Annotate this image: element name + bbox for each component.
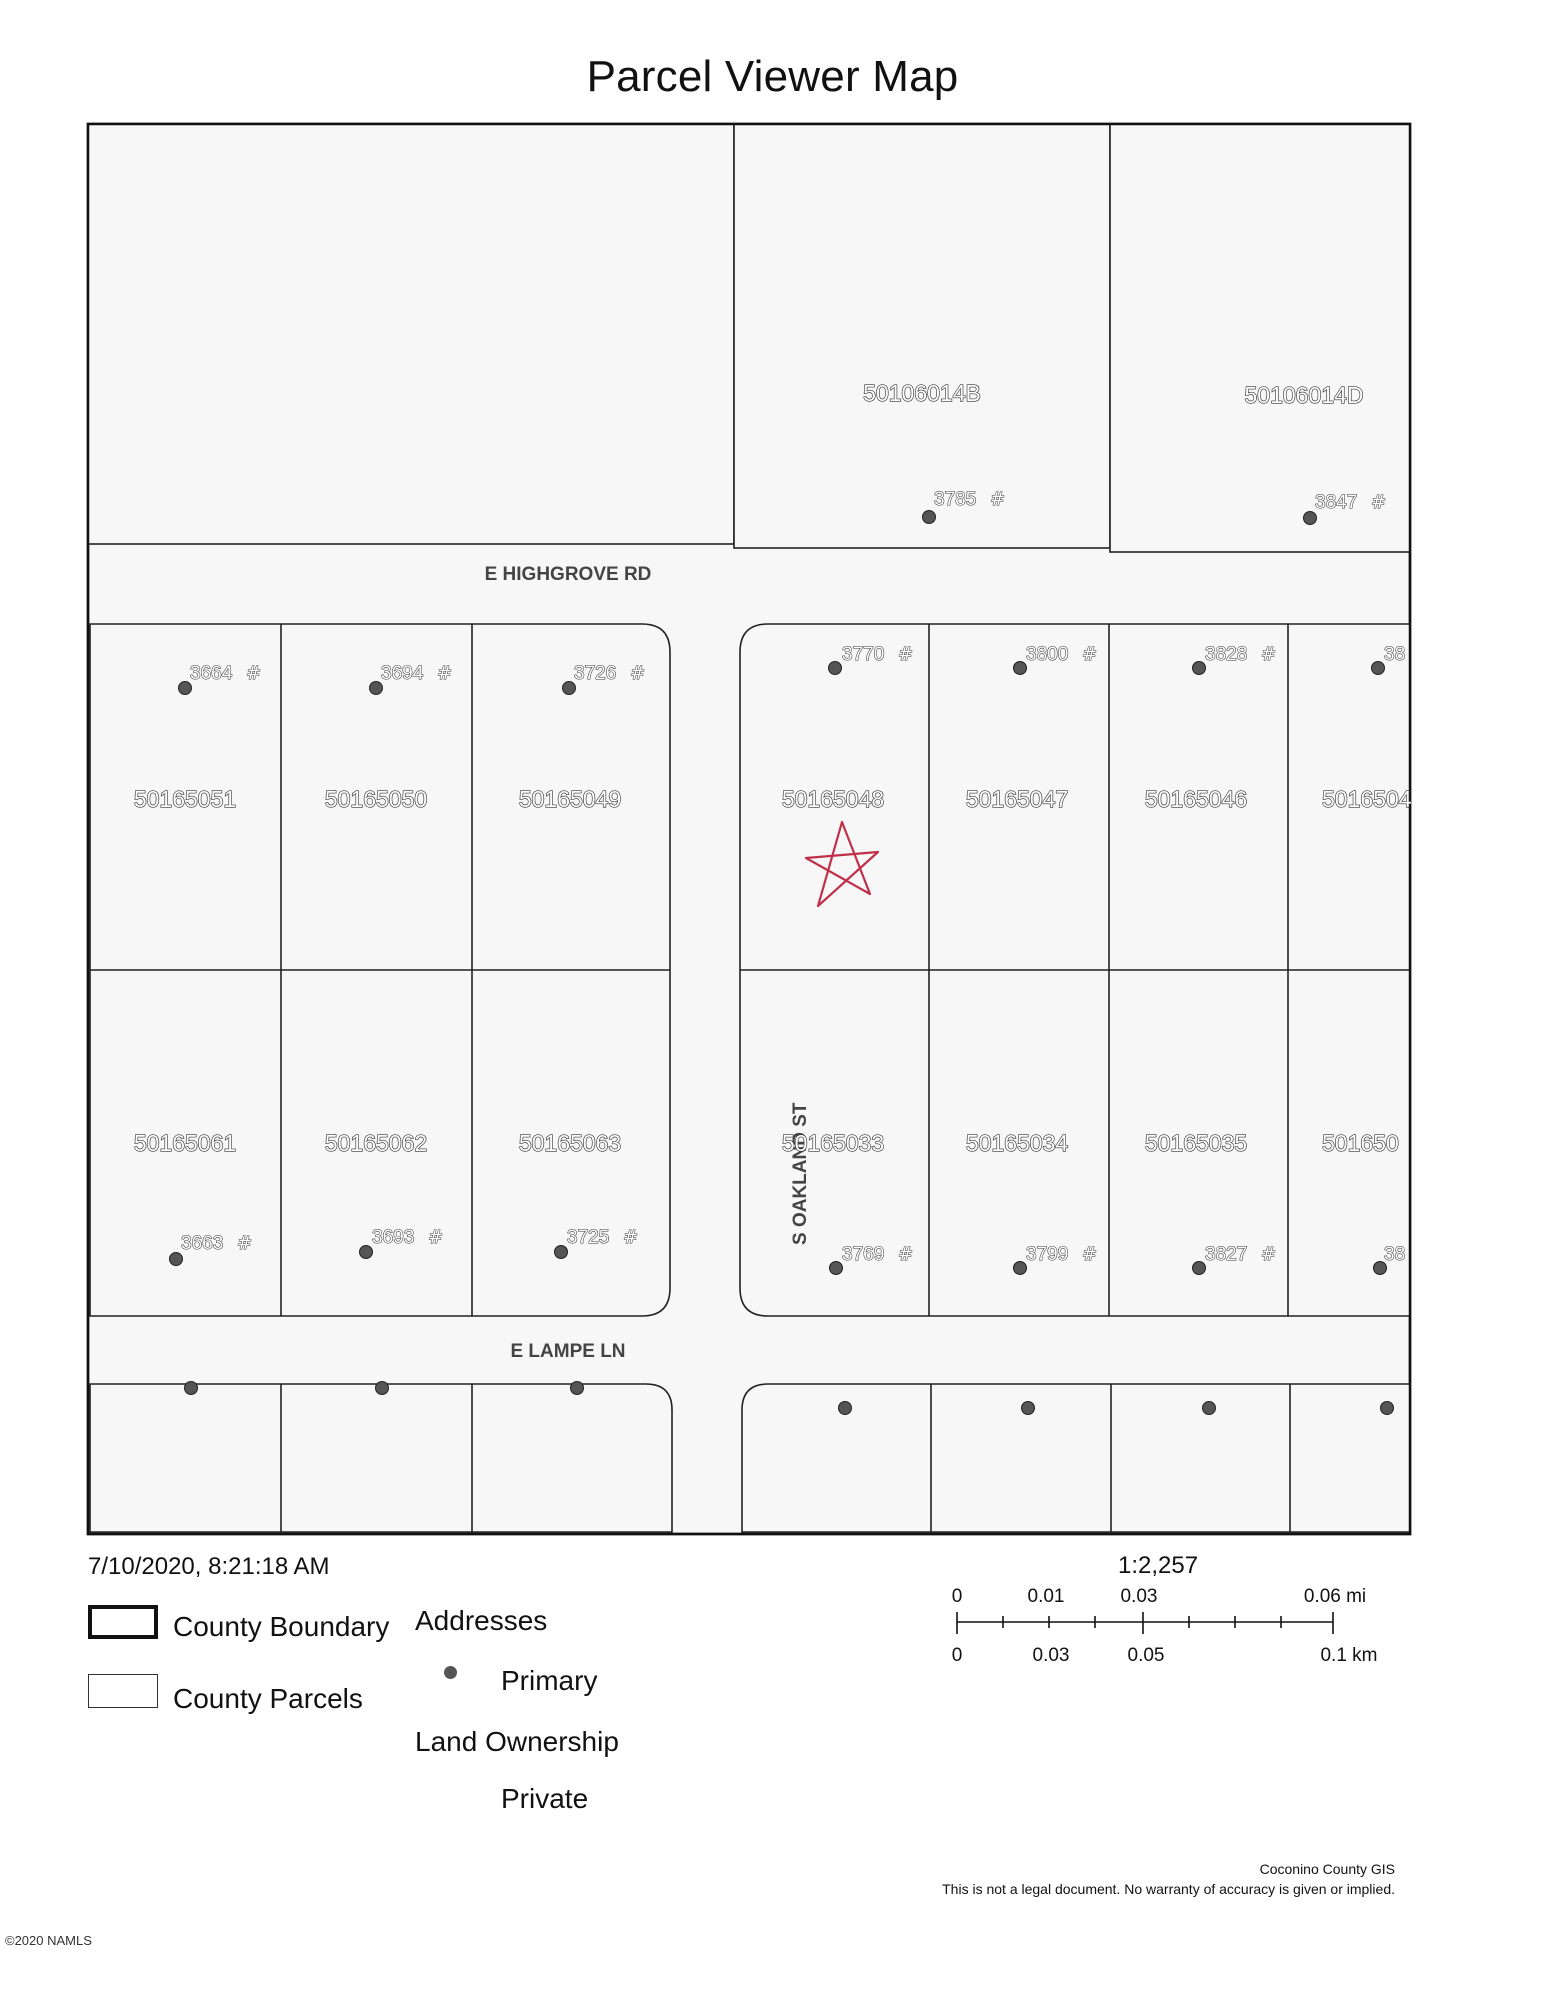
address-point (1374, 1262, 1387, 1275)
address-label: 3664 (190, 663, 233, 684)
scale-mi-label: 0.01 (1027, 1586, 1065, 1607)
road-label-oakland: S OAKLAND ST (790, 1102, 811, 1245)
address-hash-icon: # (898, 1244, 914, 1265)
address-label: 3725 (567, 1227, 610, 1248)
legend-county-boundary: County Boundary (173, 1611, 390, 1642)
road-label-lampe: E LAMPE LN (510, 1341, 626, 1362)
parcel-label[interactable]: 50165047 (965, 786, 1069, 812)
parcel-row-top (88, 124, 1410, 552)
parcel-label[interactable]: 50106014B (863, 380, 981, 406)
address-hash-icon: # (246, 663, 262, 684)
address-label: 3800 (1026, 644, 1069, 665)
address-point (1193, 662, 1206, 675)
legend-parcels-swatch (88, 1674, 158, 1708)
parcel-label[interactable]: 50106014D (1244, 382, 1364, 408)
legend-land-ownership-heading: Land Ownership (415, 1726, 619, 1757)
address-point (923, 511, 936, 524)
address-hash-icon: # (630, 663, 646, 684)
address-label: 38 (1384, 644, 1406, 665)
address-label: 3828 (1205, 644, 1248, 665)
legend-primary: Primary (501, 1665, 598, 1696)
address-label: 3827 (1205, 1244, 1248, 1265)
address-point (185, 1382, 198, 1395)
address-hash-icon: # (1082, 1244, 1098, 1265)
address-point (376, 1382, 389, 1395)
address-label: 3799 (1026, 1244, 1069, 1265)
address-label: 38 (1384, 1244, 1406, 1265)
address-hash-icon: # (623, 1227, 639, 1248)
address-point (829, 662, 842, 675)
address-point (370, 682, 383, 695)
scale-mi-label: 0.06 mi (1303, 1586, 1367, 1607)
address-point (1381, 1402, 1394, 1415)
scale-km-label: 0.1 km (1320, 1645, 1378, 1666)
address-point (571, 1382, 584, 1395)
address-point (179, 682, 192, 695)
address-point (1014, 1262, 1027, 1275)
address-label: 3769 (842, 1244, 885, 1265)
block-northeast (740, 624, 1410, 1316)
parcel-label[interactable]: 50165033 (781, 1130, 885, 1156)
address-point (830, 1262, 843, 1275)
timestamp: 7/10/2020, 8:21:18 AM (88, 1553, 330, 1580)
parcel-label[interactable]: 5016504 (1322, 786, 1412, 812)
address-point (1193, 1262, 1206, 1275)
address-point (1014, 662, 1027, 675)
credit-source: Coconino County GIS (1259, 1861, 1395, 1877)
address-label: 3663 (181, 1233, 224, 1254)
watermark: ©2020 NAMLS (5, 1933, 92, 1948)
address-label: 3785 (934, 489, 977, 510)
address-hash-icon: # (1261, 1244, 1277, 1265)
address-hash-icon: # (898, 644, 914, 665)
parcel-label[interactable]: 50165050 (324, 786, 428, 812)
parcel-outline-50106014B (734, 124, 1110, 548)
legend-county-parcels: County Parcels (173, 1683, 363, 1714)
map-title: Parcel Viewer Map (586, 52, 959, 101)
address-point (563, 682, 576, 695)
legend-private: Private (501, 1783, 589, 1814)
address-label: 3694 (381, 663, 424, 684)
address-hash-icon: # (428, 1227, 444, 1248)
address-point (1372, 662, 1385, 675)
legend-primary-dot-icon (444, 1666, 457, 1679)
address-point (360, 1246, 373, 1259)
parcel-label[interactable]: 50165062 (324, 1130, 428, 1156)
scale-bar (957, 1612, 1333, 1634)
legend-addresses-heading: Addresses (415, 1605, 548, 1636)
parcel-label[interactable]: 50165061 (133, 1130, 237, 1156)
block-southwest-outline (90, 1384, 672, 1532)
address-point (555, 1246, 568, 1259)
scale-km-label: 0 (951, 1645, 963, 1666)
credit-disclaimer: This is not a legal document. No warranty of accuracy is given or implied. (942, 1881, 1395, 1897)
block-northwest (90, 624, 670, 1316)
address-hash-icon: # (437, 663, 453, 684)
address-point (1203, 1402, 1216, 1415)
address-hash-icon: # (1371, 492, 1387, 513)
parcel-outline-50106014D (1110, 124, 1410, 552)
address-hash-icon: # (1261, 644, 1277, 665)
address-hash-icon: # (237, 1233, 253, 1254)
parcel-outline-top-left (88, 124, 734, 544)
address-point (1304, 512, 1317, 525)
scale-mi-label: 0 (951, 1586, 963, 1607)
scale-km-label: 0.03 (1032, 1645, 1070, 1666)
legend-boundary-swatch (88, 1605, 158, 1639)
address-label: 3847 (1315, 492, 1358, 513)
address-point (839, 1402, 852, 1415)
parcel-label[interactable]: 50165048 (781, 786, 885, 812)
scale-km-label: 0.05 (1127, 1645, 1165, 1666)
parcel-label[interactable]: 50165051 (133, 786, 237, 812)
scale-mi-label: 0.03 (1120, 1586, 1158, 1607)
block-southwest (90, 1384, 672, 1532)
address-hash-icon: # (990, 489, 1006, 510)
address-label: 3770 (842, 644, 885, 665)
parcel-label[interactable]: 50165035 (1144, 1130, 1248, 1156)
address-label: 3726 (574, 663, 617, 684)
scale-ratio: 1:2,257 (1118, 1552, 1199, 1579)
road-label-highgrove: E HIGHGROVE RD (484, 564, 652, 585)
parcel-label[interactable]: 50165046 (1144, 786, 1248, 812)
parcel-label[interactable]: 501650 (1322, 1130, 1399, 1156)
parcel-label[interactable]: 50165049 (518, 786, 622, 812)
address-point (1022, 1402, 1035, 1415)
address-label: 3693 (372, 1227, 415, 1248)
address-point (170, 1253, 183, 1266)
address-hash-icon: # (1082, 644, 1098, 665)
parcel-label[interactable]: 50165063 (518, 1130, 622, 1156)
parcel-label[interactable]: 50165034 (965, 1130, 1069, 1156)
